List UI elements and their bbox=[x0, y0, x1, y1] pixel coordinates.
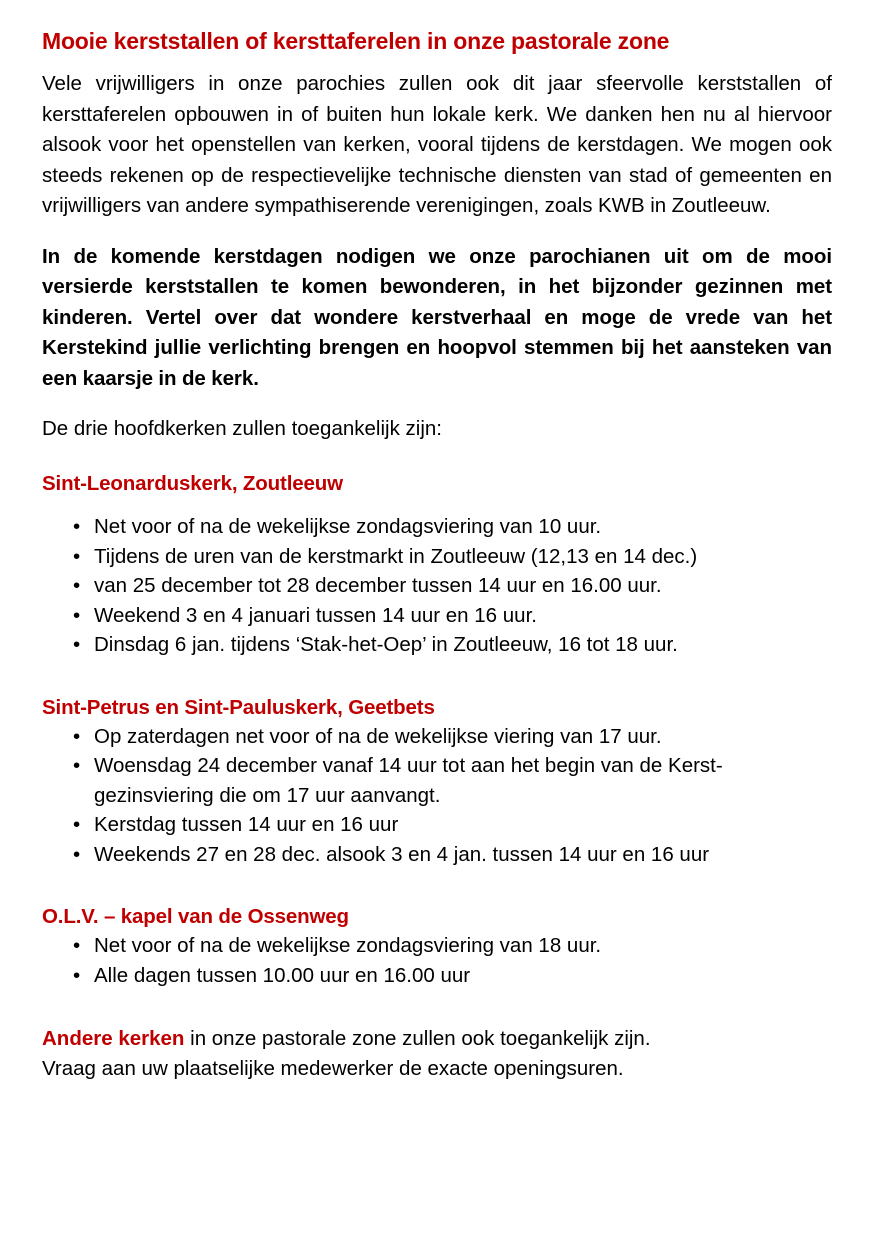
section-olv-kapel-ossenweg bbox=[42, 903, 832, 990]
spacer bbox=[42, 444, 832, 470]
section-heading: Sint-Leonarduskerk, Zoutleeuw bbox=[42, 472, 343, 495]
section-sint-leonarduskerk bbox=[42, 470, 832, 660]
list-item: • Kerstdag tussen 14 uur en 16 uur bbox=[42, 810, 832, 840]
spacer bbox=[42, 394, 832, 414]
section-heading: O.L.V. – kapel van de Ossenweg bbox=[42, 905, 349, 928]
intro-paragraph: Vele vrijwilligers in onze parochies zullen ook dit jaar sfeervolle kerststallen of kersttaferelen opbouwen in of buiten hun lokale kerk. We danken hen nu al hiervoor alsook voor het openstellen van kerken, vooral tijdens de kerstdagen. We mogen ook steeds rekenen op de respectievelijke technische diensten van stad of gemeenten en vrijwilligers van andere sympathiserende verenigingen, zoals KWB in Zoutleeuw. bbox=[42, 72, 832, 217]
list-item: • Net voor of na de wekelijkse zondagsviering van 10 uur. bbox=[42, 512, 832, 542]
list-item: • Weekend 3 en 4 januari tussen 14 uur en 16 uur. bbox=[42, 601, 832, 631]
closing-line-2: Vraag aan uw plaatselijke medewerker de exacte openingsuren. bbox=[42, 1057, 624, 1080]
list-item: • Tijdens de uren van de kerstmarkt in Zoutleeuw (12,13 en 14 dec.) bbox=[42, 542, 832, 572]
opening-times-list bbox=[42, 722, 832, 870]
list-item: • Alle dagen tussen 10.00 uur en 16.00 uur bbox=[42, 961, 832, 991]
spacer bbox=[42, 869, 832, 903]
list-item: • van 25 december tot 28 december tussen 14 uur en 16.00 uur. bbox=[42, 571, 832, 601]
spacer bbox=[42, 660, 832, 694]
closing-line-1-rest: in onze pastorale zone zullen ook toegankelijk zijn. bbox=[184, 1027, 651, 1050]
spacer bbox=[42, 498, 832, 512]
closing-line-1 bbox=[42, 1024, 832, 1054]
opening-times-list bbox=[42, 931, 832, 990]
lead-line: De drie hoofdkerken zullen toegankelijk zijn: bbox=[42, 417, 442, 440]
closing-note bbox=[42, 1024, 832, 1084]
spacer bbox=[42, 990, 832, 1024]
section-heading: Sint-Petrus en Sint-Pauluskerk, Geetbets bbox=[42, 695, 435, 719]
spacer bbox=[42, 222, 832, 242]
closing-accent-text: Andere kerken bbox=[42, 1027, 185, 1050]
list-item: • Op zaterdagen net voor of na de wekelijkse viering van 17 uur. bbox=[42, 722, 832, 752]
list-item: • Net voor of na de wekelijkse zondagsviering van 18 uur. bbox=[42, 931, 832, 961]
section-sint-petrus-en-sint-pauluskerk bbox=[42, 694, 832, 870]
list-item: • Dinsdag 6 jan. tijdens ‘Stak-het-Oep’ in Zoutleeuw, 16 tot 18 uur. bbox=[42, 630, 832, 660]
invitation-paragraph: In de komende kerstdagen nodigen we onze parochianen uit om de mooi versierde kerststallen te komen bewonderen, in het bijzonder gezinnen met kinderen. Vertel over dat wondere kerstverhaal en moge de vrede van het Kerstekind jullie verlichting brengen en hoopvol stemmen bij het aansteken van een kaarsje in de kerk. bbox=[42, 244, 832, 390]
list-item: • Weekends 27 en 28 dec. alsook 3 en 4 jan. tussen 14 uur en 16 uur bbox=[42, 840, 832, 870]
list-item: • Woensdag 24 december vanaf 14 uur tot aan het begin van de Kerst-gezinsviering die om 17 uur aanvangt. bbox=[42, 751, 832, 810]
page-title: Mooie kerststallen of kersttaferelen in onze pastorale zone bbox=[42, 28, 670, 54]
opening-times-list bbox=[42, 512, 832, 660]
